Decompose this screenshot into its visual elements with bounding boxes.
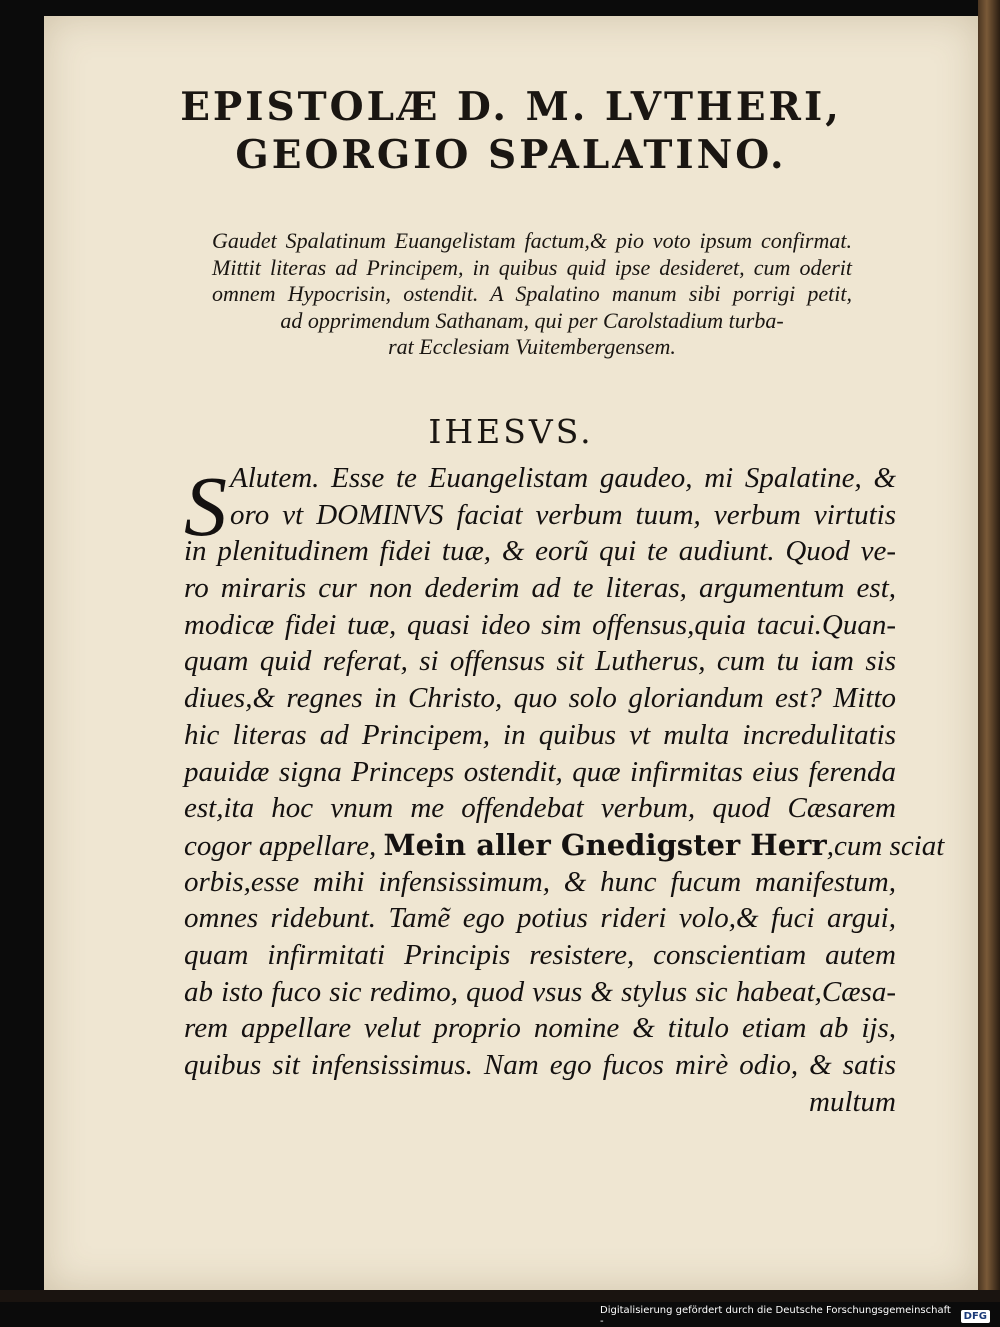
summary-line: rat Ecclesiam Vuitembergensem.: [388, 334, 676, 359]
letter-summary: [212, 228, 852, 361]
summary-line: Gaudet Spalatinum Euangelistam factum,& pio voto ipsum confirmat.: [212, 228, 852, 253]
body-text: cogor appellare,: [184, 829, 377, 862]
catchword: multum: [809, 1085, 896, 1118]
summary-line: ad opprimendum Sathanam, qui per Carolstadium turba-: [280, 307, 784, 333]
body-line-with-german: [184, 827, 945, 864]
footer-text: Digitalisierung gefördert durch die Deutsche Forschungsgemeinschaft -: [600, 1305, 951, 1327]
letter-body: [184, 460, 945, 1120]
digitization-footer: [600, 1306, 990, 1326]
body-line: ab isto fuco sic redimo, quod vsus & stylus sic habeat,Cæsa-: [184, 975, 896, 1008]
body-line: modicæ fidei tuæ, quasi ideo sim offensus,quia tacui.Quan-: [184, 608, 896, 641]
summary-line: Mittit literas ad Principem, in quibus quid ipse desideret, cum oderit: [212, 254, 852, 280]
body-line: quibus sit infensissimus. Nam ego fucos mirè odio, & satis: [184, 1049, 896, 1081]
body-line: omnes ridebunt. Tamẽ ego potius rideri volo,& fuci argui,: [184, 902, 896, 935]
body-line: est,ita hoc vnum me offendebat verbum, quod Cæsarem: [184, 792, 896, 825]
body-text: ,cum sciat: [826, 829, 945, 862]
drop-cap: S: [184, 458, 227, 554]
body-line: in plenitudinem fidei tuæ, & eorũ qui te audiunt. Quod ve-: [184, 535, 896, 568]
scan-border: [0, 1290, 1000, 1302]
dfg-logo-icon[interactable]: DFG: [961, 1310, 990, 1323]
body-line: rem appellare velut proprio nomine & titulo etiam ab ijs,: [184, 1012, 896, 1045]
german-phrase: Mein aller Gnedigster Herr: [383, 827, 827, 862]
body-line: hic literas ad Principem, in quibus vt multa incredulitatis: [184, 718, 896, 751]
body-line: quam quid referat, si offensus sit Lutherus, cum tu iam sis: [184, 645, 896, 678]
summary-line: omnem Hypocrisin, ostendit. A Spalatino manum sibi porrigi petit,: [212, 281, 852, 306]
body-line: quam infirmitati Principis resistere, conscientiam autem: [184, 938, 896, 971]
title-line-2: GEORGIO SPALATINO.: [235, 132, 787, 178]
body-line: ro miraris cur non dederim ad te literas, argumentum est,: [184, 572, 896, 605]
body-line: pauidæ signa Princeps ostendit, quæ infirmitas eius ferenda: [184, 755, 896, 788]
body-line: oro vt DOMINVS faciat verbum tuum, verbum virtutis: [230, 498, 896, 531]
book-edge: [978, 0, 1000, 1296]
title-line-1: EPISTOLÆ D. M. LVTHERI,: [180, 84, 842, 130]
body-line: diues,& regnes in Christo, quo solo gloriandum est? Mitto: [184, 682, 896, 715]
body-line: Alutem. Esse te Euangelistam gaudeo, mi Spalatine, &: [230, 462, 896, 494]
section-heading: IHESVS.: [428, 412, 594, 451]
body-line: orbis,esse mihi infensissimum, & hunc fucum manifestum,: [184, 865, 896, 898]
